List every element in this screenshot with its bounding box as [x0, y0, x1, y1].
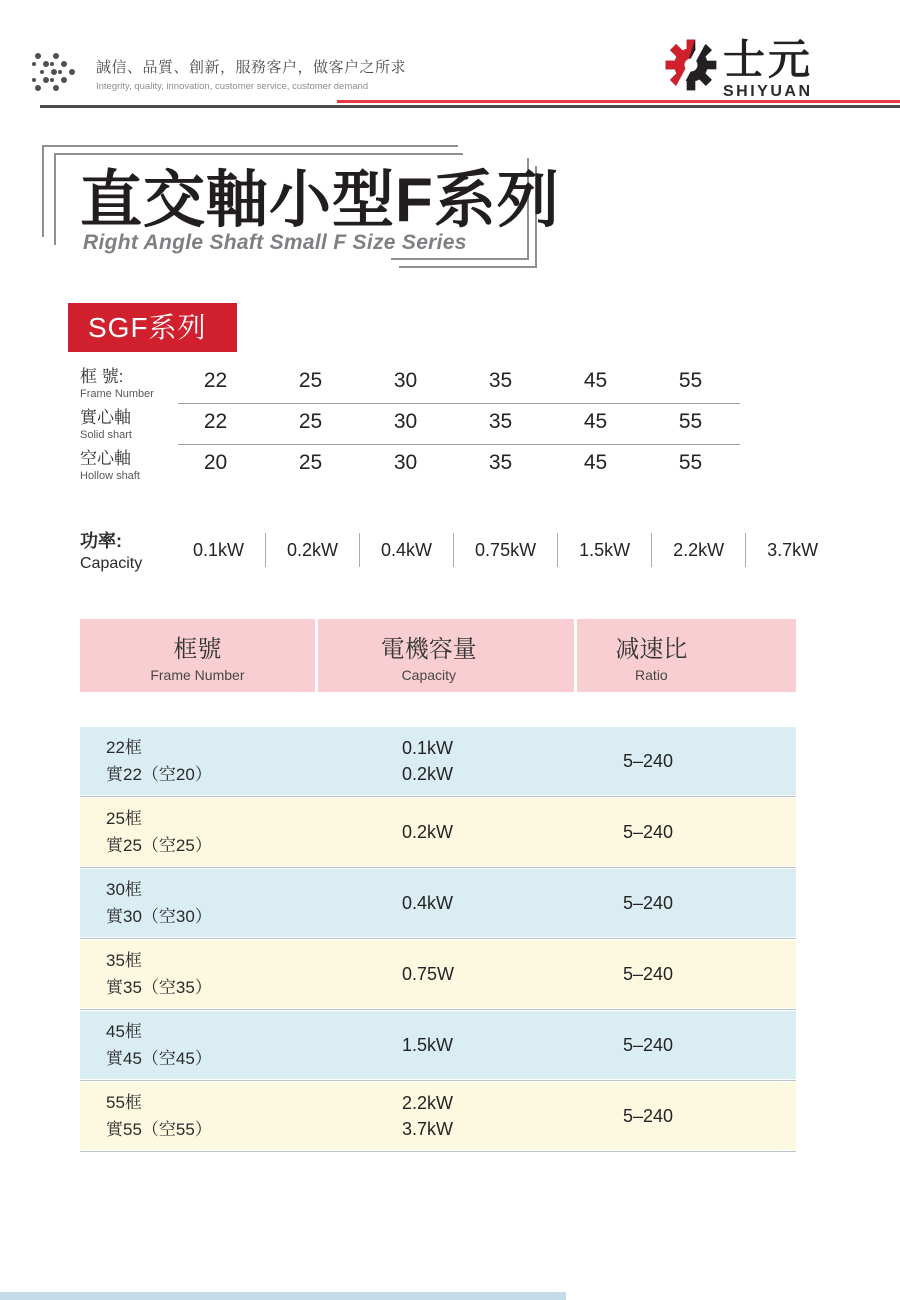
table-row: [80, 940, 796, 1008]
page-subtitle: Right Angle Shaft Small F Size Series: [83, 231, 467, 254]
ratio-value: 5–240: [623, 1105, 674, 1126]
spec-row-hollow-shaft: [80, 442, 742, 483]
capacity-line: 0.2kW: [402, 763, 454, 784]
frame-line2: 實22（空20）: [106, 765, 212, 784]
main-table-header: [80, 619, 796, 692]
spec-label: [80, 362, 168, 400]
capacity-value: 2.2kW: [652, 533, 746, 567]
bottom-accent-bar: [0, 1292, 566, 1300]
ratio-value: 5–240: [623, 750, 674, 771]
spec-value: 30: [393, 450, 418, 474]
logo-name-chinese: 士元: [723, 36, 814, 83]
header-cell-capacity: [318, 619, 574, 692]
spec-value: 35: [488, 409, 513, 433]
header-cell-ratio: [577, 619, 796, 692]
frame-line2: 實55（空55）: [106, 1120, 212, 1139]
spec-label-en: Hollow shaft: [80, 469, 140, 482]
ratio-value: 5–240: [623, 1034, 674, 1055]
spec-value: 55: [678, 450, 703, 474]
spec-value: 22: [203, 368, 228, 392]
cell-frame: [80, 869, 316, 937]
frame-line1: 30框: [106, 879, 142, 899]
frame-line2: 實25（空25）: [106, 836, 212, 855]
cell-capacity: [316, 727, 573, 795]
main-table-body: [80, 727, 796, 1153]
spec-value: 25: [298, 409, 323, 433]
header-en: Ratio: [635, 666, 668, 683]
series-badge: SGF系列: [68, 303, 237, 352]
frame-line2: 實45（空45）: [106, 1049, 212, 1068]
spec-value: 20: [203, 450, 228, 474]
spec-value: 35: [488, 368, 513, 392]
spec-values: [168, 451, 742, 475]
spec-value: 35: [488, 450, 513, 474]
cell-ratio: [573, 727, 796, 795]
slogan-block: [32, 52, 406, 96]
table-row: [80, 869, 796, 937]
cell-ratio: [573, 940, 796, 1008]
header-en: Frame Number: [150, 666, 245, 683]
capacity-value: 1.5kW: [558, 533, 652, 567]
cell-frame: [80, 727, 316, 795]
spec-label-en: Solid shart: [80, 428, 132, 441]
spec-label-cn: 實心軸: [80, 407, 131, 427]
frame-spec-table: [80, 360, 742, 483]
spec-label-cn: 空心軸: [80, 448, 131, 468]
spec-value: 45: [583, 450, 608, 474]
cell-ratio: [573, 798, 796, 866]
slogan-chinese: 誠信、品質、創新，服務客户，做客户之所求: [96, 59, 407, 76]
capacity-label: [80, 527, 172, 573]
capacity-values: [172, 533, 839, 567]
spec-value: 45: [583, 409, 608, 433]
capacity-value: 0.2kW: [266, 533, 360, 567]
table-row: [80, 1082, 796, 1150]
spec-label-en: Frame Number: [80, 387, 154, 400]
table-row: [80, 798, 796, 866]
capacity-line: 0.2kW: [402, 821, 454, 842]
frame-line1: 22框: [106, 737, 142, 757]
cell-frame: [80, 798, 316, 866]
cell-capacity: [316, 869, 573, 937]
capacity-value: 0.75kW: [454, 533, 558, 567]
capacity-strip: [80, 527, 839, 573]
spec-value: 22: [203, 409, 228, 433]
frame-line2: 實35（空35）: [106, 978, 212, 997]
frame-line1: 25框: [106, 808, 142, 828]
capacity-line: 0.1kW: [402, 737, 454, 758]
capacity-label-en: Capacity: [80, 555, 143, 572]
cell-ratio: [573, 1011, 796, 1079]
spec-value: 25: [298, 368, 323, 392]
frame-line1: 55框: [106, 1092, 142, 1112]
header-cn: 减速比: [615, 635, 688, 663]
header-cn: 電機容量: [380, 635, 477, 663]
cell-frame: [80, 1082, 316, 1150]
header-cn: 框號: [173, 635, 222, 663]
slogan-english: Integrity, quality, innovation, customer service, customer demand: [96, 81, 369, 92]
frame-line1: 45框: [106, 1021, 142, 1041]
capacity-line: 1.5kW: [402, 1034, 454, 1055]
capacity-value: 0.4kW: [360, 533, 454, 567]
cell-capacity: [316, 1082, 573, 1150]
capacity-line: 3.7kW: [402, 1118, 454, 1139]
spec-value: 55: [678, 368, 703, 392]
spec-value: 25: [298, 450, 323, 474]
cell-frame: [80, 1011, 316, 1079]
spec-value: 30: [393, 409, 418, 433]
company-logo: [664, 38, 813, 101]
capacity-value: 0.1kW: [172, 533, 266, 567]
capacity-line: 2.2kW: [402, 1092, 454, 1113]
spec-divider: [178, 403, 740, 404]
cell-ratio: [573, 1082, 796, 1150]
cell-frame: [80, 940, 316, 1008]
spec-row-frame-number: [80, 360, 742, 401]
gear-icon: [664, 38, 718, 92]
header-rule-dark: [40, 105, 900, 108]
spec-row-solid-shaft: [80, 401, 742, 442]
capacity-line: 0.4kW: [402, 892, 454, 913]
ratio-value: 5–240: [623, 892, 674, 913]
table-row: [80, 1011, 796, 1079]
frame-line2: 實30（空30）: [106, 907, 212, 926]
frame-line1: 35框: [106, 950, 142, 970]
cell-capacity: [316, 940, 573, 1008]
header-en: Capacity: [401, 666, 457, 683]
cell-capacity: [316, 798, 573, 866]
spec-label: [80, 403, 168, 441]
spec-values: [168, 410, 742, 434]
table-row: [80, 727, 796, 795]
header-rule-red: [337, 100, 900, 103]
ratio-value: 5–240: [623, 963, 674, 984]
cell-capacity: [316, 1011, 573, 1079]
spec-label: [80, 444, 168, 482]
spec-value: 30: [393, 368, 418, 392]
capacity-line: 0.75W: [402, 963, 455, 984]
spec-values: [168, 369, 742, 393]
spec-value: 55: [678, 409, 703, 433]
capacity-label-cn: 功率:: [80, 531, 122, 551]
ratio-value: 5–240: [623, 821, 674, 842]
logo-name-english: SHIYUAN: [723, 83, 813, 101]
page-title: 直交軸小型F系列: [80, 166, 560, 235]
spec-label-cn: 框 號:: [80, 366, 124, 386]
cell-ratio: [573, 869, 796, 937]
spec-divider: [178, 444, 740, 445]
row-divider: [80, 1150, 796, 1153]
chevron-dots-icon: [32, 52, 80, 96]
capacity-value: 3.7kW: [767, 540, 819, 560]
header-cell-frame-number: [80, 619, 315, 692]
spec-value: 45: [583, 368, 608, 392]
